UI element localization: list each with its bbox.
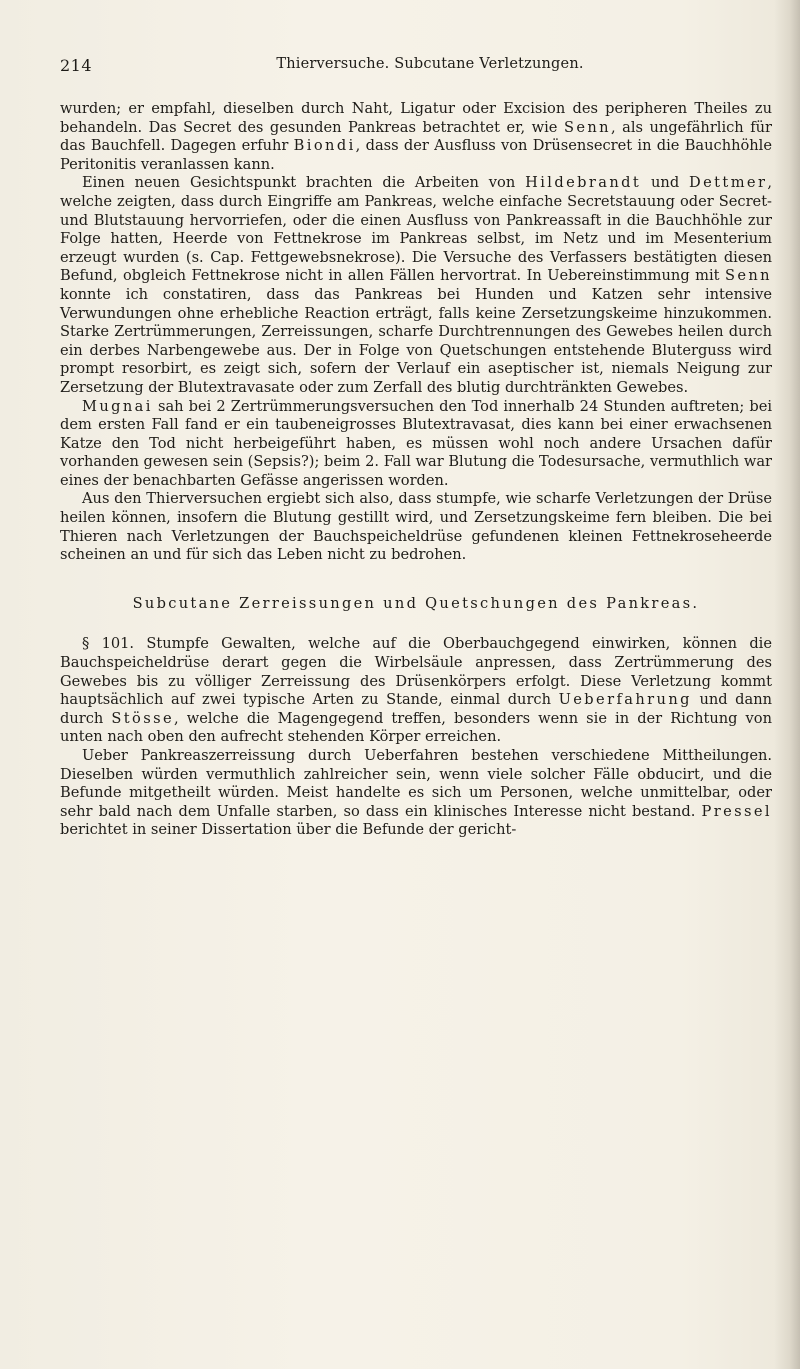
paragraph [60, 398, 772, 491]
text-run: Ueber Pankreaszerreissung durch Ueberfahren bestehen verschiedene Mittheilungen. Dieselben würden vermuthlich zahlreicher sein, wenn viele solcher Fälle obducirt, und die Befunde mitgetheilt würden. Meist handelte es sich um Personen, welche unmittelbar, oder sehr bald nach dem Unfalle starben, so dass ein klinisches Interesse nicht bestand. [60, 747, 772, 820]
text-run: berichtet in seiner Dissertation über die Befunde der gericht- [60, 821, 517, 839]
running-title: Thierversuche. Subcutane Verletzungen. [276, 56, 584, 72]
text-run: , welche zeigten, dass durch Eingriffe am Pankreas, welche einfache Secretstauung oder Secret- und Blutstauung hervorriefen, oder die einen Ausfluss von Pankreassaft in die Bauchhöhle zur Folge hatten, Heerde von Fettnekrose im Pankreas selbst, im Netz und im Mesenterium erzeugt wurden (s. Cap. Fettgewebsnekrose). Die Versuche des Verfassers bestätigten diesen Befund, obgleich Fettnekrose nicht in allen Fällen hervortrat. In Uebereinstimmung mit [60, 174, 772, 285]
text-run: sah bei 2 Zertrümmerungsversuchen den Tod innerhalb 24 Stunden auftreten; bei dem ersten Fall fand er ein taubeneigrosses Blutextravasat, dies kann bei einer erwachsenen Katze den Tod nicht herbeigeführt haben, es müssen wohl noch andere Ursachen dafür vorhanden gewesen sein (Sepsis?); beim 2. Fall war Blutung die Todesursache, vermuthlich war eines der benachbarten Gefässe angerissen worden. [60, 397, 773, 489]
paragraph [60, 747, 772, 840]
text-run: , welche die Magengegend treffen, besonders wenn sie in der Richtung von unten nach oben den aufrecht stehenden Körper erreichen. [60, 709, 772, 746]
emphasis-term: Stösse [111, 709, 175, 727]
page-edge-shadow [774, 0, 800, 1369]
text-run: und dann durch [60, 691, 772, 727]
section-heading: Subcutane Zerreissungen und Quetschungen des Pankreas. [132, 594, 700, 612]
author-name: Dettmer [689, 174, 768, 192]
author-name: Senn [563, 118, 611, 136]
emphasis-term: Ueberfahrung [558, 691, 692, 709]
text-run: Aus den Thierversuchen ergiebt sich also, dass stumpfe, wie scharfe Verletzungen der Drüse heilen können, insofern die Blutung gestillt wird, und Zersetzungskeime fern bleiben. Die bei Thieren nach Verletzungen der Bauchspeicheldrüse gefundenen kleinen Fettnekroseheerde scheinen an und für sich das Leben nicht zu bedrohen. [60, 490, 772, 564]
text-run: , dass der Ausfluss von Drüsensecret in die Bauchhöhle Peritonitis veranlassen kann. [60, 137, 772, 173]
text-run: Einen neuen Gesichtspunkt brachten die Arbeiten von [82, 174, 526, 192]
text-run: , als ungefährlich für das Bauchfell. Dagegen erfuhr [60, 118, 772, 155]
paragraph [60, 490, 772, 564]
paragraph [60, 635, 772, 747]
author-name: Pressel [701, 802, 772, 820]
text-run: konnte ich constatiren, dass das Pankreas bei Hunden und Katzen sehr intensive Verwundungen ohne erhebliche Reaction erträgt, falls keine Zersetzungskeime hinzukommen. Starke Zertrümmerungen, Zerreissungen, scharfe Durchtrennungen des Gewebes heilen durch ein derbes Narbengewebe aus. Der in Folge von Quetschungen entstehende Bluterguss wird prompt resorbirt, es zeigt sich, sofern der Verlauf ein aseptischer ist, niemals Neigung zur Zersetzung der Blutextravasate oder zum Zerfall des blutig durchtränkten Gewebes. [60, 285, 772, 396]
author-name: Hildebrandt [525, 174, 642, 192]
text-run: und [641, 174, 690, 192]
author-name: Biondi [293, 137, 356, 155]
text-run: § 101. Stumpfe Gewalten, welche auf die Oberbauchgegend einwirken, können die Bauchspeicheldrüse derart gegen die Wirbelsäule anpressen, dass Zertrümmerung des Gewebes bis zu völliger Zerreissung des Drüsenkörpers erfolgt. Diese Verletzung kommt hauptsächlich auf zwei typische Arten zu Stande, einmal durch [60, 635, 772, 709]
author-name: Senn [724, 267, 772, 285]
body-text [60, 100, 772, 840]
text-run: wurden; er empfahl, dieselben durch Naht, Ligatur oder Excision des peripheren Theiles zu behandeln. Das Secret des gesunden Pankreas betrachtet er, wie [60, 100, 772, 136]
author-name: Mugnai [82, 397, 153, 415]
page-number: 214 [60, 56, 93, 75]
paragraph [60, 174, 772, 397]
paragraph [60, 100, 772, 174]
page-header [60, 56, 760, 80]
